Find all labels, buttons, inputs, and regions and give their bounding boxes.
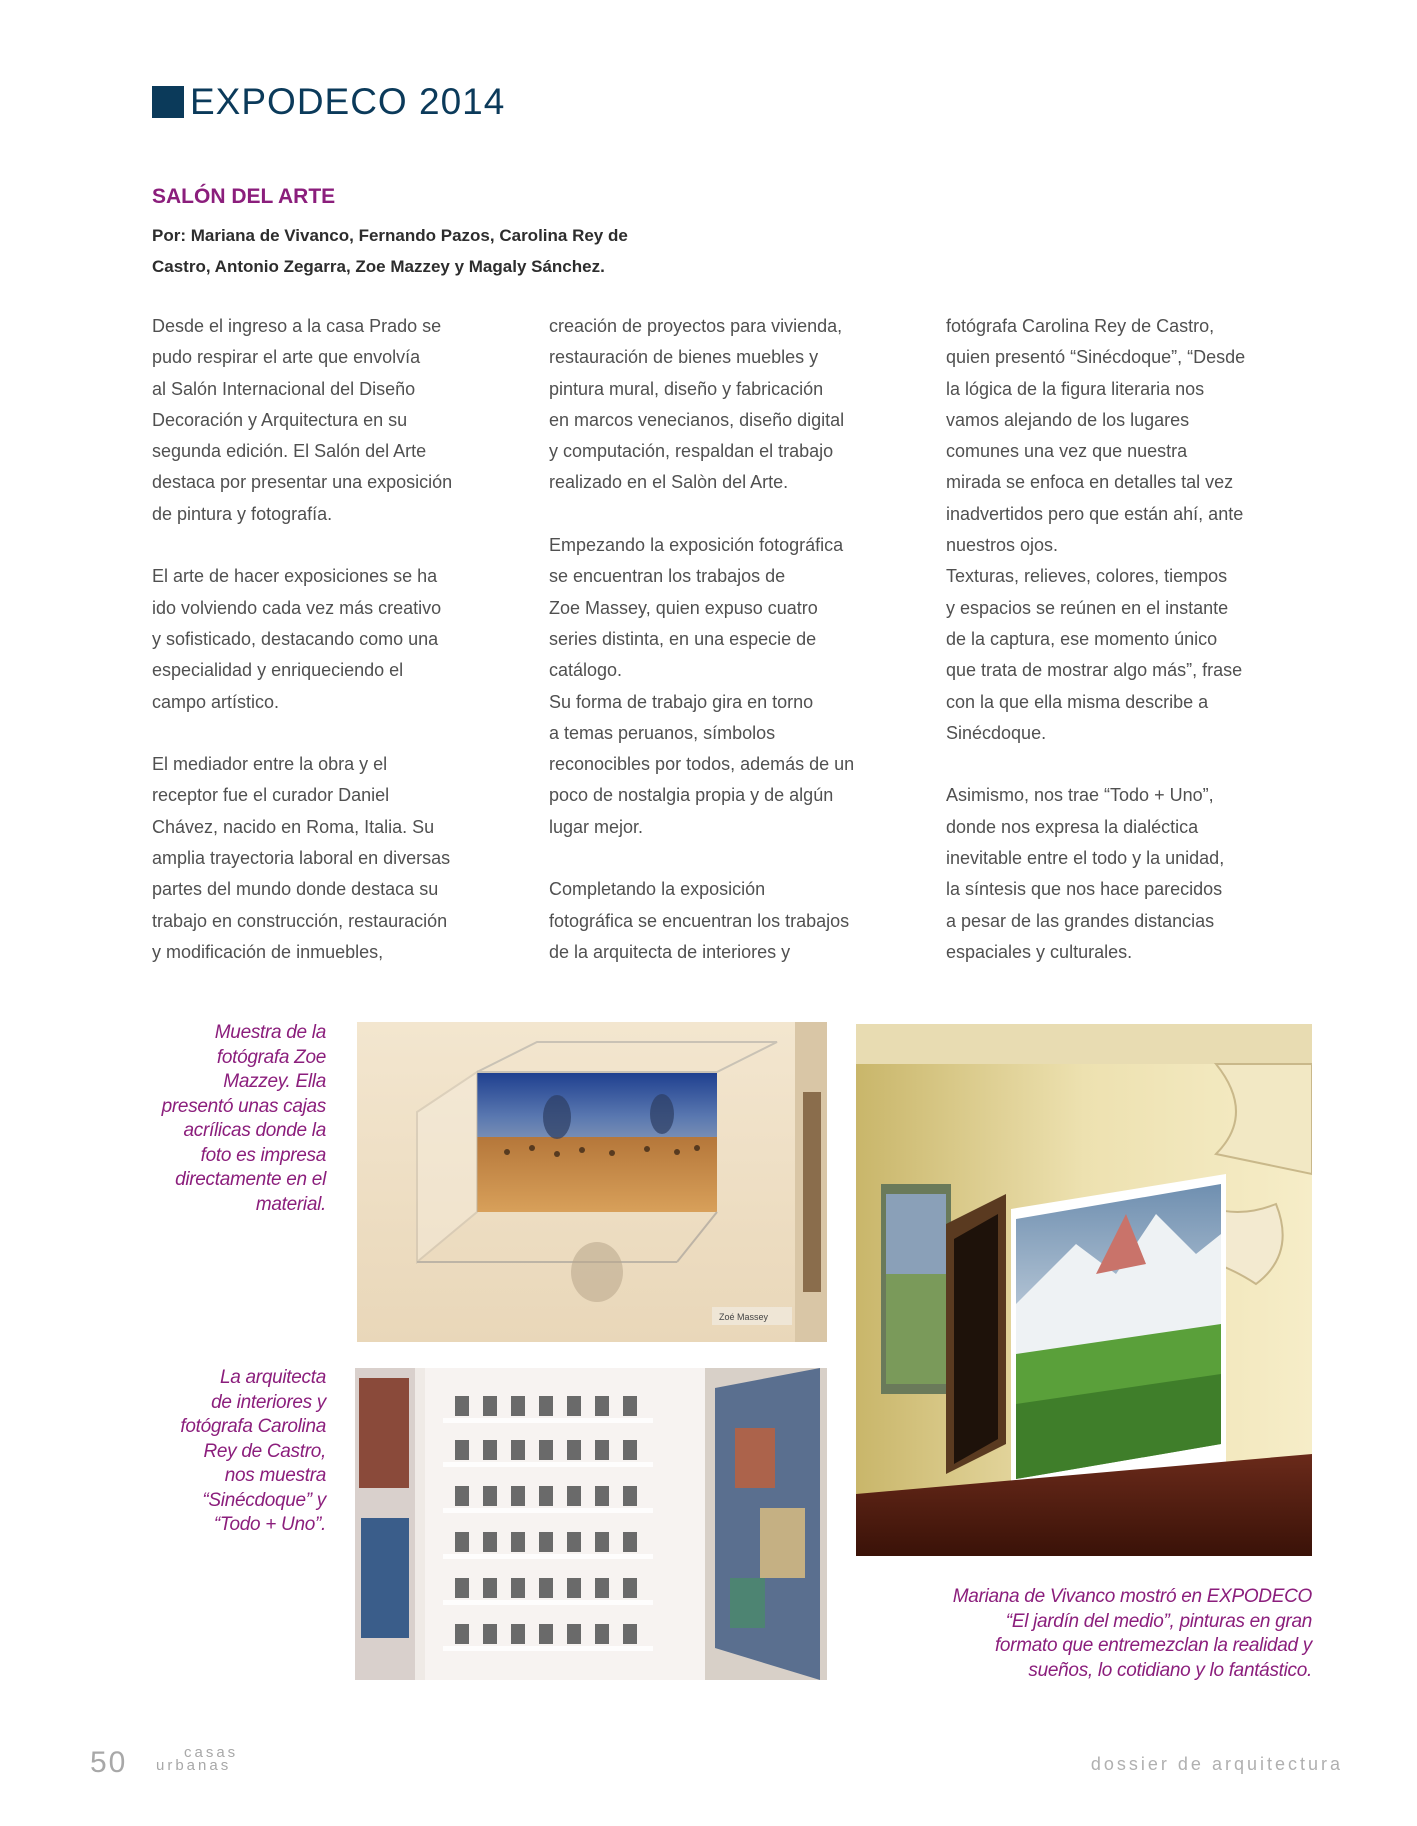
text-line: receptor fue el curador Daniel (152, 785, 390, 806)
brand-line: casas (184, 1744, 239, 1761)
text-line: fotógrafa Zoe (216, 1046, 326, 1068)
photo-caption-zoe (150, 1021, 326, 1217)
paragraph (152, 561, 492, 717)
brand-line: urbanas (156, 1757, 232, 1774)
text-line: acrílicas donde la (183, 1120, 326, 1141)
text-line: segunda edición. El Salón del Arte (152, 441, 427, 462)
photo-label: Zoé Massey (719, 1312, 769, 1322)
text-line: inevitable entre el todo y la unidad, (946, 848, 1225, 869)
text-line: Empezando la exposición fotográfica (549, 535, 844, 556)
text-line: de interiores y (211, 1391, 326, 1413)
header-square-icon (152, 86, 184, 118)
authors-line: Por: Mariana de Vivanco, Fernando Pazos, Carolina Rey de (152, 226, 628, 245)
text-line: especialidad y enriqueciendo el (152, 660, 404, 681)
text-line: material. (255, 1193, 326, 1215)
text-line: de la arquitecta de interiores y (549, 941, 791, 962)
text-line: Sinécdoque. (946, 722, 1047, 743)
text-line: partes del mundo donde destaca su (152, 879, 439, 900)
text-line: Desde el ingreso a la casa Prado se (152, 316, 442, 336)
text-line: catálogo. (549, 660, 623, 681)
text-line: destaca por presentar una exposición (152, 472, 453, 493)
text-line: “Todo + Uno”. (213, 1514, 326, 1535)
text-line: fotógrafa Carolina (180, 1416, 326, 1437)
text-line: Asimismo, nos trae “Todo + Uno”, (946, 785, 1214, 806)
text-line: “Sinécdoque” y (202, 1489, 326, 1511)
text-line: nos muestra (224, 1465, 326, 1486)
photo-hallway-painting (856, 1024, 1312, 1556)
text-line: foto es impresa (200, 1144, 326, 1166)
text-line: la síntesis que nos hace parecidos (946, 879, 1223, 900)
text-line: lugar mejor. (549, 816, 644, 837)
text-line: y sofisticado, destacando como una (152, 628, 439, 649)
text-line: Texturas, relieves, colores, tiempos (946, 566, 1228, 587)
text-line: de pintura y fotografía. (152, 503, 333, 524)
text-line: Chávez, nacido en Roma, Italia. Su (152, 816, 435, 837)
text-line: a temas peruanos, símbolos (549, 722, 776, 743)
photo-caption-carolina (150, 1366, 326, 1538)
text-line: donde nos expresa la dialéctica (946, 816, 1199, 837)
text-line: amplia trayectoria laboral en diversas (152, 848, 451, 869)
text-column-3 (946, 311, 1286, 968)
text-line: se encuentran los trabajos de (549, 566, 786, 587)
paragraph (549, 874, 889, 968)
text-line: la lógica de la figura literaria nos (946, 378, 1205, 399)
text-line: en marcos venecianos, diseño digital (549, 409, 845, 430)
text-line: pintura mural, diseño y fabricación (549, 378, 824, 399)
paragraph (152, 311, 492, 530)
paragraph (946, 780, 1286, 968)
text-line: quien presentó “Sinécdoque”, “Desde (946, 347, 1246, 368)
text-line: campo artístico. (152, 691, 280, 712)
text-line: El mediador entre la obra y el (152, 754, 388, 775)
text-line: Mazzey. Ella (223, 1071, 326, 1092)
footer-section-label: dossier de arquitectura (1090, 1754, 1343, 1774)
photo-acrylic-box (357, 1022, 827, 1342)
text-line: con la que ella misma describe a (946, 691, 1209, 712)
text-line: restauración de bienes muebles y (549, 347, 819, 368)
paragraph (946, 311, 1286, 749)
text-line: fotográfica se encuentran los trabajos (549, 910, 850, 931)
photo-caption-mariana (900, 1585, 1312, 1683)
text-line: a pesar de las grandes distancias (946, 910, 1215, 931)
text-line: realizado en el Salòn del Arte. (549, 472, 789, 493)
page-title: EXPODECO 2014 (190, 81, 506, 122)
text-line: nuestros ojos. (946, 535, 1059, 556)
text-line: y modificación de inmuebles, (152, 941, 384, 962)
paragraph (152, 749, 492, 968)
text-line: El arte de hacer exposiciones se ha (152, 566, 438, 587)
text-line: Rey de Castro, (203, 1440, 326, 1462)
text-line: formato que entremezclan la realidad y (994, 1635, 1312, 1656)
text-line: y computación, respaldan el trabajo (549, 441, 834, 462)
text-line: creación de proyectos para vivienda, (549, 316, 843, 336)
brand-logo (156, 1746, 238, 1772)
text-line: espaciales y culturales. (946, 941, 1133, 962)
text-line: reconocibles por todos, además de un (549, 754, 855, 775)
text-line: series distinta, en una especie de (549, 628, 817, 649)
text-line: trabajo en construcción, restauración (152, 910, 448, 931)
text-line: sueños, lo cotidiano y lo fantástico. (1028, 1659, 1312, 1681)
article-authors (152, 220, 692, 282)
text-line: comunes una vez que nuestra (946, 441, 1188, 462)
text-line: fotógrafa Carolina Rey de Castro, (946, 316, 1215, 336)
photo-gallery-wall (355, 1368, 827, 1680)
text-line: y espacios se reúnen en el instante (946, 597, 1229, 618)
authors-line: Castro, Antonio Zegarra, Zoe Mazzey y Magaly Sánchez. (152, 257, 605, 276)
text-line: mirada se enfoca en detalles tal vez (946, 472, 1234, 493)
text-line: presentó unas cajas (161, 1095, 326, 1117)
article-title: SALÓN DEL ARTE (152, 185, 336, 208)
page-number: 50 (90, 1746, 128, 1779)
text-line: Decoración y Arquitectura en su (152, 409, 408, 430)
text-line: inadvertidos pero que están ahí, ante (946, 503, 1244, 524)
text-line: La arquitecta (220, 1367, 326, 1388)
text-column-2 (549, 311, 889, 968)
text-line: Zoe Massey, quien expuso cuatro (549, 597, 818, 618)
text-line: directamente en el (175, 1169, 326, 1190)
text-line: de la captura, ese momento único (946, 628, 1218, 649)
text-column-1 (152, 311, 492, 968)
text-line: Su forma de trabajo gira en torno (549, 691, 814, 712)
text-line: Muestra de la (214, 1022, 326, 1043)
text-line: Mariana de Vivanco mostró en EXPODECO (952, 1586, 1312, 1607)
text-line: que trata de mostrar algo más”, frase (946, 660, 1243, 681)
paragraph (549, 311, 889, 499)
text-line: “El jardín del medio”, pinturas en gran (1005, 1610, 1312, 1632)
text-line: Completando la exposición (549, 879, 766, 900)
text-line: ido volviendo cada vez más creativo (152, 597, 442, 618)
text-line: poco de nostalgia propia y de algún (549, 785, 834, 806)
paragraph (549, 530, 889, 843)
text-line: vamos alejando de los lugares (946, 409, 1190, 430)
text-line: al Salón Internacional del Diseño (152, 378, 416, 399)
text-line: pudo respirar el arte que envolvía (152, 347, 421, 368)
page-header (152, 82, 505, 122)
